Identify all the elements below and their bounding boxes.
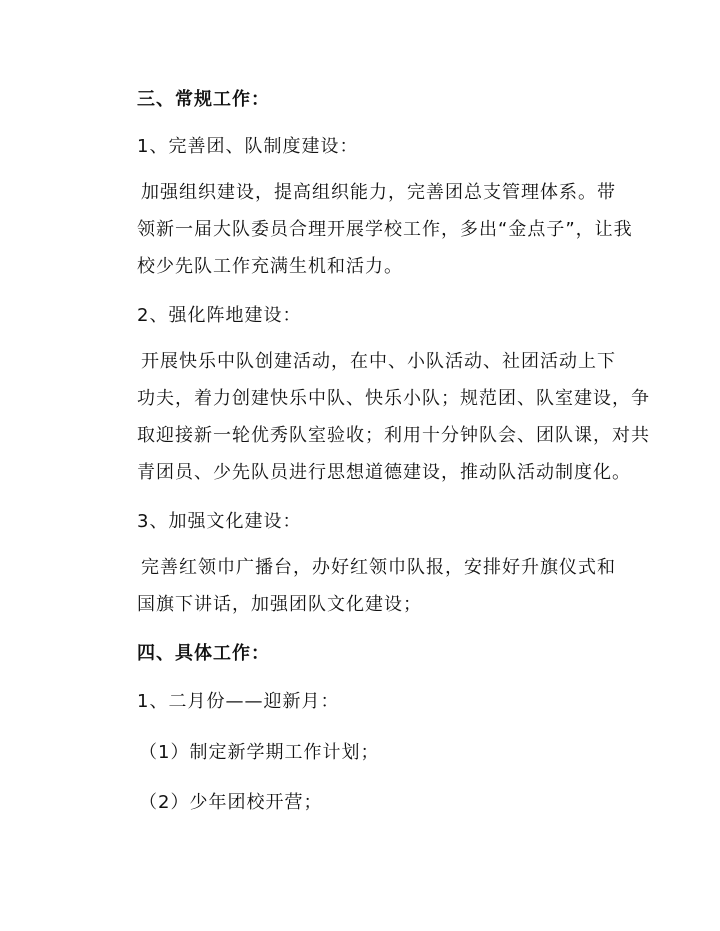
paragraph-line: 加强组织建设，提高组织能力，完善团总支管理体系。带 [141,182,616,203]
section-3-item-2-body [137,343,650,491]
paragraph-line: 领新一届大队委员合理开展学校工作，多出“金点子”，让我 [137,219,633,240]
section-3-heading: 三、常规工作： [137,89,270,110]
section-3-item-1-title: 1、完善团、队制度建设： [137,136,359,157]
paragraph-line: 取迎接新一轮优秀队室验收；利用十分钟队会、团队课，对共 [137,425,650,446]
paragraph-line: 国旗下讲话，加强团队文化建设； [137,594,422,615]
paragraph-line: 完善红领巾广播台，办好红领巾队报，安排好升旗仪式和 [141,557,616,578]
paragraph-line: 校少先队工作充满生机和活力。 [137,256,403,277]
section-3-item-3-title: 3、加强文化建设： [137,511,302,532]
section-4-item-1-sub-1: （1）制定新学期工作计划； [139,742,380,763]
section-3-item-1-body [137,174,633,285]
section-3-item-2-title: 2、强化阵地建设： [137,305,302,326]
section-3-item-3-body [137,549,627,623]
section-4-item-1-sub-2: （2）少年团校开营； [139,792,323,813]
paragraph-line: 功夫，着力创建快乐中队、快乐小队；规范团、队室建设，争 [137,388,650,409]
section-4-heading: 四、具体工作： [137,643,270,664]
section-4-item-1-title: 1、二月份——迎新月： [137,691,340,712]
paragraph-line: 开展快乐中队创建活动，在中、小队活动、社团活动上下 [141,351,616,372]
paragraph-line: 青团员、少先队员进行思想道德建设，推动队活动制度化。 [137,462,631,483]
